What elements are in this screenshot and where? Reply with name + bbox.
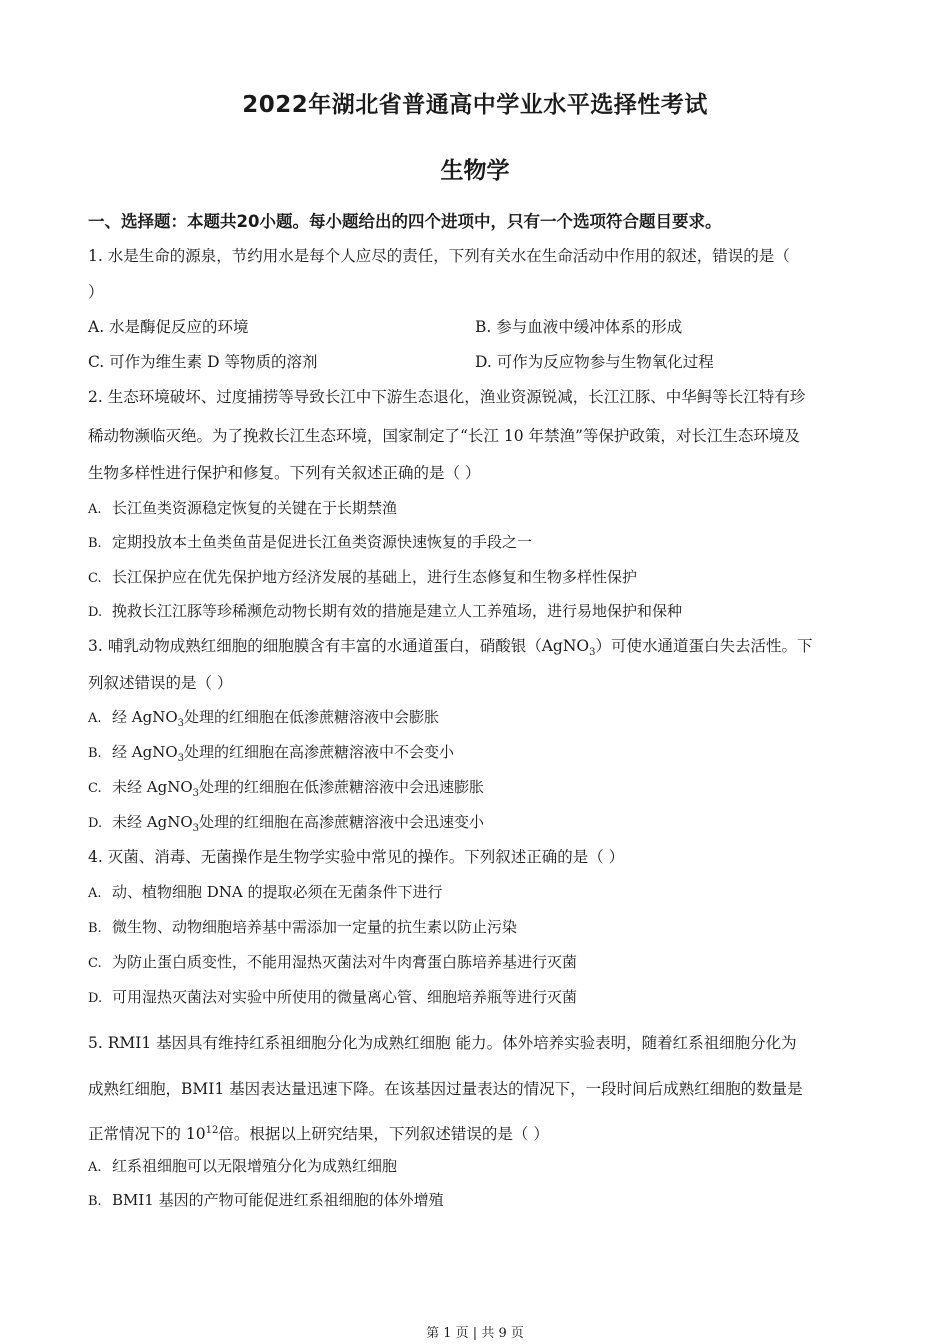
q4-stem-line1: 4. 灭菌、消毒、无菌操作是生物学实验中常见的操作。下列叙述正确的是（ ）	[88, 848, 625, 866]
option-letter: C.	[88, 956, 102, 971]
option-text: 微生物、动物细胞培养基中需添加一定量的抗生素以防止污染	[112, 918, 518, 936]
option-text: BMI1 基因的产物可能促进红系祖细胞的体外增殖	[112, 1191, 444, 1209]
q2-option-d	[88, 600, 682, 624]
option-letter: D.	[88, 816, 103, 831]
q1-option-a: A. 水是酶促反应的环境	[88, 318, 249, 336]
q3-stem-line1-post: ）可使水通道蛋白失去活性。下	[595, 637, 813, 655]
q4-option-d	[88, 986, 577, 1010]
option-text-post: 处理的红细胞在低渗蔗糖溶液中会迅速膨胀	[199, 778, 485, 796]
q3-stem-line1-pre: 3. 哺乳动物成熟红细胞的细胞膜含有丰富的水通道蛋白，硝酸银（AgNO	[88, 637, 590, 655]
option-letter: D.	[88, 605, 103, 620]
exam-subject: 生物学	[440, 158, 510, 184]
q3-option-b	[88, 741, 454, 770]
option-text: 长江鱼类资源稳定恢复的关键在于长期禁渔	[112, 499, 398, 517]
q2-option-b	[88, 531, 532, 555]
q1-stem-line2: ）	[88, 283, 104, 301]
section-heading: 一、选择题：本题共20小题。每小题给出的四个进项中，只有一个选项符合题目要求。	[88, 212, 722, 231]
q2-stem-line2: 稀动物濒临灭绝。为了挽救长江生态环境，国家制定了“长江 10 年禁渔”等保护政策，对长江生态环境及	[88, 427, 800, 445]
q5-option-a	[88, 1155, 397, 1179]
q1-option-d: D. 可作为反应物参与生物氧化过程	[475, 353, 714, 371]
option-letter: A.	[88, 886, 102, 901]
q3-option-c	[88, 776, 484, 805]
option-letter: B.	[88, 746, 102, 761]
exam-title: 2022年湖北省普通高中学业水平选择性考试	[242, 92, 708, 118]
q3-option-d	[88, 811, 484, 840]
q4-option-b	[88, 916, 517, 940]
subscript-3: 3	[177, 718, 185, 729]
option-text-pre: 经 AgNO	[112, 743, 178, 761]
q3-stem-line1	[88, 635, 813, 664]
q2-stem-line3: 生物多样性进行保护和修复。下列有关叙述正确的是（ ）	[88, 464, 481, 482]
q4-option-a	[88, 881, 443, 905]
q1-stem-line1: 1. 水是生命的源泉，节约用水是每个人应尽的责任，下列有关水在生命活动中作用的叙述，错误的是（	[88, 247, 790, 265]
q5-stem-line3-post: 倍。根据以上研究结果，下列叙述错误的是（ ）	[218, 1125, 549, 1144]
option-text-pre: 未经 AgNO	[112, 778, 193, 796]
q5-option-b	[88, 1189, 444, 1213]
option-letter: A.	[88, 1160, 102, 1175]
q5-stem-line3-pre: 正常情况下的 10	[88, 1125, 206, 1144]
superscript-12: 12	[205, 1125, 219, 1136]
subscript-3: 3	[192, 823, 200, 834]
q1-option-c: C. 可作为维生素 D 等物质的溶剂	[88, 353, 318, 371]
subscript-3: 3	[589, 647, 596, 659]
q4-option-c	[88, 951, 577, 975]
option-letter: A.	[88, 502, 102, 517]
q5-stem-line2: 成熟红细胞，BMI1 基因表达量迅速下降。在该基因过量表达的情况下，一段时间后成熟红细胞的数量是	[88, 1080, 803, 1098]
q1-option-b: B. 参与血液中缓冲体系的形成	[475, 318, 683, 336]
q2-option-c	[88, 566, 637, 590]
option-letter: B.	[88, 921, 102, 936]
q2-option-a	[88, 497, 397, 521]
option-text: 红系祖细胞可以无限增殖分化为成熟红细胞	[112, 1157, 398, 1175]
option-text-pre: 未经 AgNO	[112, 813, 193, 831]
option-text: 挽救长江江豚等珍稀濒危动物长期有效的措施是建立人工养殖场，进行易地保护和保种	[112, 602, 683, 620]
option-letter: B.	[88, 536, 102, 551]
option-letter: B.	[88, 1194, 102, 1209]
option-text: 可用湿热灭菌法对实验中所使用的微量离心管、细胞培养瓶等进行灭菌	[112, 988, 578, 1006]
q5-stem-line3	[88, 1120, 549, 1145]
q3-stem-line2: 列叙述错误的是（ ）	[88, 674, 233, 692]
option-letter: A.	[88, 711, 102, 726]
option-text-post: 处理的红细胞在低渗蔗糖溶液中会膨胀	[184, 708, 440, 726]
subscript-3: 3	[177, 753, 185, 764]
page-footer: 第 1 页 | 共 9 页	[426, 1326, 524, 1341]
q2-stem-line1: 2. 生态环境破坏、过度捕捞等导致长江中下游生态退化，渔业资源锐减，长江江豚、中华鲟等长江特有珍	[88, 388, 806, 406]
option-text: 为防止蛋白质变性，不能用湿热灭菌法对牛肉膏蛋白胨培养基进行灭菌	[112, 953, 578, 971]
option-text-post: 处理的红细胞在高渗蔗糖溶液中会迅速变小	[199, 813, 485, 831]
option-text: 长江保护应在优先保护地方经济发展的基础上，进行生态修复和生物多样性保护	[112, 568, 638, 586]
option-text: 动、植物细胞 DNA 的提取必须在无菌条件下进行	[112, 883, 443, 901]
option-letter: D.	[88, 991, 103, 1006]
subscript-3: 3	[192, 788, 200, 799]
option-letter: C.	[88, 571, 102, 586]
q5-stem-line1: 5. RMI1 基因具有维持红系祖细胞分化为成熟红细胞 能力。体外培养实验表明，随着红系祖细胞分化为	[88, 1034, 797, 1052]
option-text-post: 处理的红细胞在高渗蔗糖溶液中不会变小	[184, 743, 455, 761]
option-text-pre: 经 AgNO	[112, 708, 178, 726]
q3-option-a	[88, 706, 439, 735]
option-text: 定期投放本土鱼类鱼苗是促进长江鱼类资源快速恢复的手段之一	[112, 533, 533, 551]
option-letter: C.	[88, 781, 102, 796]
